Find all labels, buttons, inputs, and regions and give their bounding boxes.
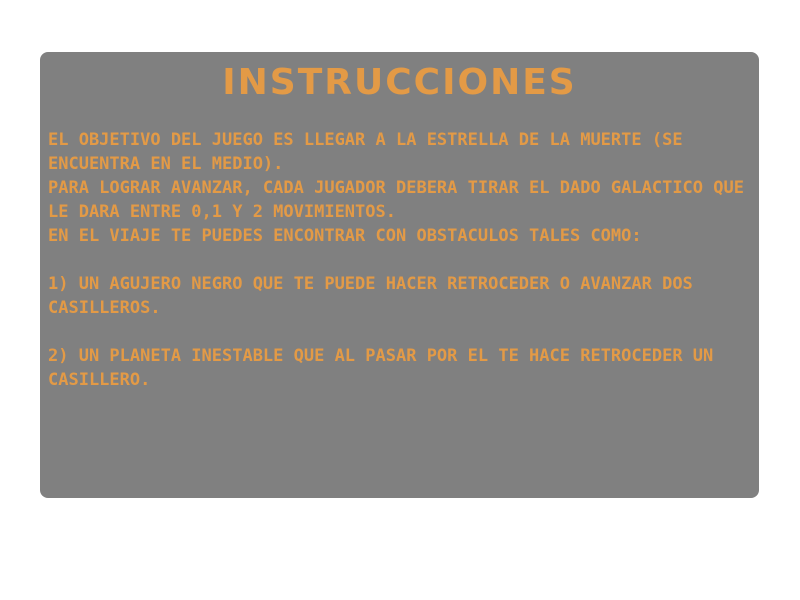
unstable-planet-rule-text: 2) UN PLANETA INESTABLE QUE AL PASAR POR EL TE HACE RETROCEDER UN CASILLERO. bbox=[48, 346, 714, 390]
spacer bbox=[48, 320, 751, 344]
dice-rule-text: PARA LOGRAR AVANZAR, CADA JUGADOR DEBERA TIRAR EL DADO GALACTICO QUE LE DARA ENTRE 0,1 Y 2 MOVIMIENTOS. bbox=[48, 178, 744, 222]
instructions-panel bbox=[40, 52, 759, 498]
instructions-title: INSTRUCCIONES bbox=[222, 62, 577, 103]
objective-text: EL OBJETIVO DEL JUEGO ES LLEGAR A LA ESTRELLA DE LA MUERTE (SE ENCUENTRA EN EL MEDIO). bbox=[48, 130, 683, 174]
black-hole-rule-text: 1) UN AGUJERO NEGRO QUE TE PUEDE HACER RETROCEDER O AVANZAR DOS CASILLEROS. bbox=[48, 274, 693, 318]
obstacles-intro-text: EN EL VIAJE TE PUEDES ENCONTRAR CON OBSTACULOS TALES COMO: bbox=[48, 226, 642, 246]
spacer bbox=[48, 248, 751, 272]
